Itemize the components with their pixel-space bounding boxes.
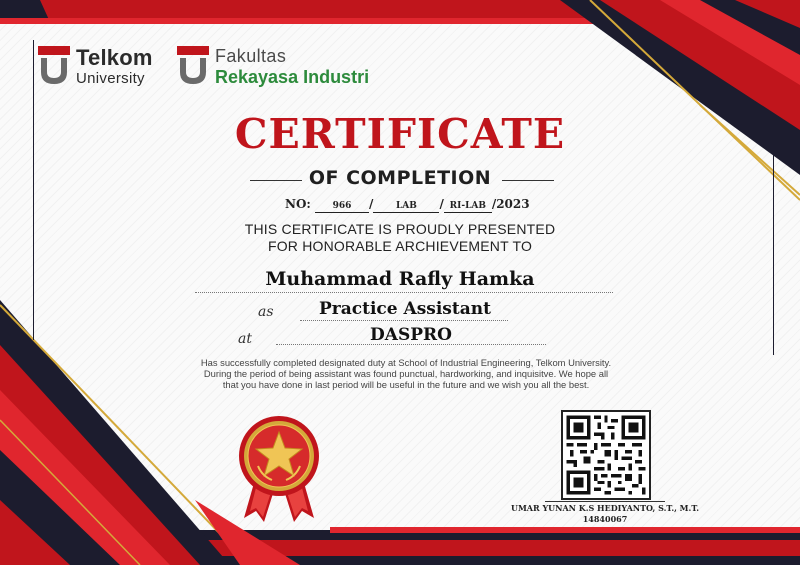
certificate-description: Has successfully completed designated duty at School of Industrial Engineering, Telkom University. During the period of being assistant was found punctual, hardworking, and inquisitve. We hope all that you have done in last period will be useful in the future and we wish you all the best. [200,357,612,391]
faculty-name: Rekayasa Industri [215,66,370,87]
faculty-logo [177,46,369,86]
signature-line [545,501,665,502]
course-value: DASPRO [370,325,452,345]
role-value: Practice Assistant [319,299,491,319]
faculty-label: Fakultas [215,45,287,66]
telkom-university-logo [38,46,153,86]
recipient-name: Muhammad Rafly Hamka [265,268,535,290]
verification-qr-code[interactable] [561,410,651,500]
frame-line-left [33,40,34,340]
as-label: as [258,304,274,320]
certificate-number: NO: 966 / LAB / RI-LAB /2023 [285,197,530,211]
course-line [276,344,546,345]
certificate-number-dept: RI-LAB [444,200,492,213]
recipient-name-line [195,292,613,293]
certificate-number-seq: 966 [315,200,369,213]
certificate-number-unit: LAB [373,200,439,213]
certificate-title: CERTIFICATE [234,110,566,158]
telkom-logo-text: Telkom [76,44,153,70]
presented-line-1: THIS CERTIFICATE IS PROUDLY PRESENTED [244,221,556,237]
subtitle-rule-right [502,180,554,181]
university-logo-text: University [76,69,145,87]
qr-code-icon [563,412,649,498]
presented-statement [0,221,800,255]
role-line [300,320,508,321]
telkom-logo-mark-icon [38,46,70,86]
at-label: at [238,331,252,347]
certificate-number-year: /2023 [491,197,530,211]
certificate-subtitle: OF COMPLETION [308,167,492,189]
faculty-logo-mark-icon [177,46,209,86]
signatory-id: 14840067 [582,514,628,524]
presented-line-2: FOR HONORABLE ARCHIEVEMENT TO [267,238,533,254]
certificate-number-prefix: NO: [285,197,311,211]
signatory-name: UMAR YUNAN K.S HEDIYANTO, S.T., M.T. [510,503,700,513]
award-medal-icon [236,414,322,524]
